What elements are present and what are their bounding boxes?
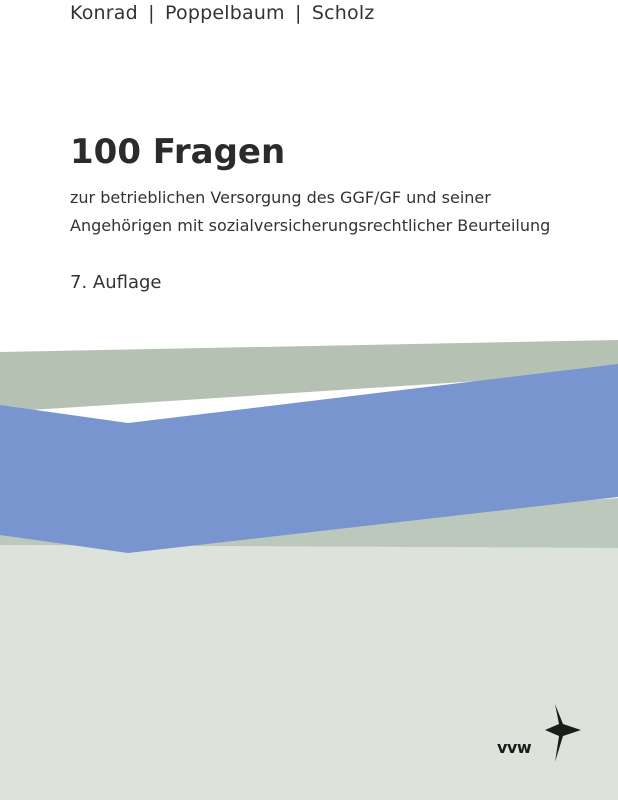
- publisher-logo-text: vvw: [497, 738, 532, 757]
- author-name: Scholz: [311, 2, 375, 24]
- author-line: [70, 2, 375, 24]
- author-separator: |: [148, 2, 155, 24]
- book-title: 100 Fragen: [70, 132, 286, 172]
- author-name: Konrad: [70, 2, 138, 24]
- publisher-logo: [497, 700, 587, 770]
- author-separator: |: [295, 2, 302, 24]
- subtitle-line: Angehörigen mit sozialversicherungsrechtlicher Beurteilung: [70, 216, 551, 235]
- edition-label: 7. Auflage: [70, 272, 162, 293]
- subtitle-line: zur betrieblichen Versorgung des GGF/GF und seiner: [70, 188, 491, 207]
- author-name: Poppelbaum: [165, 2, 285, 24]
- book-subtitle: [70, 184, 610, 240]
- arrow-icon: [497, 700, 587, 770]
